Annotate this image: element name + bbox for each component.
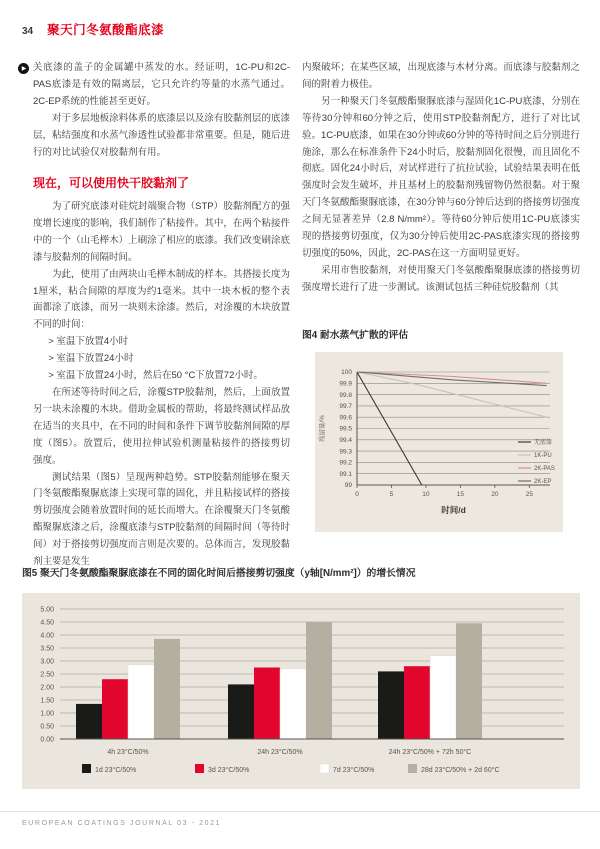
svg-text:0: 0 xyxy=(355,491,359,499)
play-icon xyxy=(18,63,29,74)
list-item: > 室温下放置24小时，然后在50 °C下放置72小时。 xyxy=(48,370,263,382)
svg-text:4.50: 4.50 xyxy=(40,619,54,627)
svg-text:15: 15 xyxy=(456,491,465,499)
page-number: 34 xyxy=(22,26,34,37)
svg-text:5.00: 5.00 xyxy=(40,606,54,614)
svg-text:3d 23°C/50%: 3d 23°C/50% xyxy=(208,767,250,774)
paragraph: 在所述等待时间之后，涂覆STP胶黏剂，然后，上面放置另一块未涂覆的木块。借助金属板的帮助，将最终测试样品放在适当的夹具中，在不同的时间和条件下调节胶黏剂间隙的厚度（图5）。放置后，使用拉伸试验机测量粘接件的搭接剪切强度。 xyxy=(33,387,290,466)
figure4-caption: 图4 耐水蒸气扩散的评估 xyxy=(302,329,409,341)
figure5-svg xyxy=(22,593,580,789)
svg-text:4.00: 4.00 xyxy=(40,632,54,640)
footer-journal-line: EUROPEAN COATINGS JOURNAL 03 - 2021 xyxy=(22,820,222,827)
condition-list xyxy=(33,334,290,385)
svg-text:99.3: 99.3 xyxy=(339,448,352,456)
svg-text:0.00: 0.00 xyxy=(40,736,54,744)
paragraph: 另一种聚天门冬氨酸酯聚脲底漆与湿固化1C-PU底漆，分别在等待30分钟和60分钟之后，使用STP胶黏剂配方，进行了对比试验。1C-PU底漆，如果在30分钟或60分钟的等待时间之后分别进行施涂，那么在标准条件下24小时后，胶黏剂固化很慢，而且固化不彻底。固化24小时后，对试样进行了抗拉试验，试验结果表明在低强度时会发生破坏，并且基材上的胶黏剂残留物仍然很黏。对于聚天门冬氨酸酯聚脲底漆，在30分钟与60分钟后达到的搭接剪切强度之间无显著差异（2.8 N/mm²）。等待60分钟后使用1C-PU底漆实现的搭接剪切强度，仅为30分钟后使用2C-PAS底漆实现的搭接剪切强度的50%，因此，2C-PAS在这一方面明显更好。 xyxy=(302,95,580,259)
svg-text:1.50: 1.50 xyxy=(40,697,54,705)
paragraph: 为了研究底漆对硅烷封端聚合物（STP）胶黏剂配方的强度增长速度的影响，我们制作了粘接件。其中，在两个粘接件中的一个（山毛榉木）上刷涂了相应的底漆。我们改变刷涂底漆与胶黏剂的间隔时间。 xyxy=(33,201,290,263)
figure4-line-chart xyxy=(315,352,563,532)
paragraph: 采用市售胶黏剂，对使用聚天门冬氨酸酯聚脲底漆的搭接剪切强度增长进行了进一步测试。该测试包括三种硅烷胶黏剂（其 xyxy=(302,264,580,293)
svg-text:24h 23°C/50%: 24h 23°C/50% xyxy=(257,749,303,756)
left-column xyxy=(22,60,290,571)
svg-text:5: 5 xyxy=(389,491,394,499)
svg-text:3.50: 3.50 xyxy=(40,645,54,653)
svg-text:2.00: 2.00 xyxy=(40,684,54,692)
svg-text:99.5: 99.5 xyxy=(339,426,352,434)
svg-text:99.4: 99.4 xyxy=(339,437,352,445)
svg-text:2K-PAS: 2K-PAS xyxy=(534,466,555,473)
right-column xyxy=(302,60,580,571)
page-header xyxy=(22,20,578,38)
svg-text:28d 23°C/50% + 2d 60°C: 28d 23°C/50% + 2d 60°C xyxy=(421,767,500,774)
footer-divider xyxy=(0,811,600,812)
svg-text:20: 20 xyxy=(491,491,499,499)
svg-text:99.8: 99.8 xyxy=(339,392,352,400)
svg-text:4h 23°C/50%: 4h 23°C/50% xyxy=(107,749,149,756)
svg-text:时间/d: 时间/d xyxy=(441,505,466,516)
svg-text:1K-PU: 1K-PU xyxy=(534,453,552,460)
svg-text:24h 23°C/50% + 72h 50°C: 24h 23°C/50% + 72h 50°C xyxy=(388,749,472,756)
section-heading: 现在，可以使用快干胶黏剂了 xyxy=(33,176,190,191)
svg-text:99.9: 99.9 xyxy=(339,380,352,388)
paragraph: 对于多层地板涂料体系的底漆层以及涂有胶黏剂层的底漆层，粘结强度和水蒸气渗透性试验都非常重要。但是，随后进行的对比试验仅对胶黏剂有用。 xyxy=(33,112,290,158)
article-running-title: 聚天门冬氨酸酯底漆 xyxy=(47,23,165,37)
paragraph: 测试结果（图5）呈现两种趋势。STP胶黏剂能够在聚天门冬氨酸酯聚脲底漆上实现可靠的固化，并且粘接试样的搭接剪切强度会随着放置时间的延长而增大。在涂覆聚天门冬氨酸酯聚脲底漆之后，涂覆底漆与STP胶黏剂的间隔时间（等待时间）对于搭接剪切强度而言则是次要的。总体而言，发现胶黏剂主要是发生 xyxy=(33,471,290,568)
svg-text:99.2: 99.2 xyxy=(339,459,352,467)
svg-text:99.6: 99.6 xyxy=(339,414,352,422)
svg-text:1.00: 1.00 xyxy=(40,710,54,718)
svg-text:100: 100 xyxy=(341,369,352,377)
svg-text:2K-EP: 2K-EP xyxy=(534,479,552,486)
svg-text:无底漆: 无底漆 xyxy=(534,440,553,447)
svg-text:99.7: 99.7 xyxy=(339,403,352,411)
article-body xyxy=(22,60,580,571)
svg-text:7d 23°C/50%: 7d 23°C/50% xyxy=(333,767,375,774)
svg-text:99: 99 xyxy=(344,482,352,490)
figure4-svg xyxy=(315,352,563,532)
paragraph: 关底漆的盖子的金属罐中蒸发的水。经证明，1C-PU和2C-PAS底漆是有效的隔离层，它只允许约等量的水蒸气通过。2C-EP系统的性能甚至更好。 xyxy=(33,62,290,107)
paragraph: 内聚破坏；在某些区域，出现底漆与木材分离。而底漆与胶黏剂之间的附着力极佳。 xyxy=(302,62,580,90)
svg-text:残留量/%: 残留量/% xyxy=(319,415,326,443)
svg-text:0.50: 0.50 xyxy=(40,723,54,731)
svg-text:10: 10 xyxy=(422,491,430,499)
list-item: > 室温下放置24小时 xyxy=(48,353,134,365)
svg-text:3.00: 3.00 xyxy=(40,658,54,666)
svg-text:99.1: 99.1 xyxy=(339,471,352,479)
svg-text:1d 23°C/50%: 1d 23°C/50% xyxy=(95,767,137,774)
paragraph: 为此，使用了由两块山毛榉木制成的样本。其搭接长度为1厘米，粘合间隙的厚度为约1毫米。其中一块木板的整个表面都涂了底漆，而另一块则未涂漆。然后，对涂覆的木块放置不同的时间： xyxy=(33,268,290,331)
list-item: > 室温下放置4小时 xyxy=(48,336,129,348)
svg-text:25: 25 xyxy=(525,491,533,499)
figure5-caption: 图5 聚天门冬氨酸酯聚脲底漆在不同的固化时间后搭接剪切强度（y轴[N/mm²]）的增长情况 xyxy=(22,568,416,579)
figure5-bar-chart xyxy=(22,593,580,789)
svg-text:2.50: 2.50 xyxy=(40,671,54,679)
